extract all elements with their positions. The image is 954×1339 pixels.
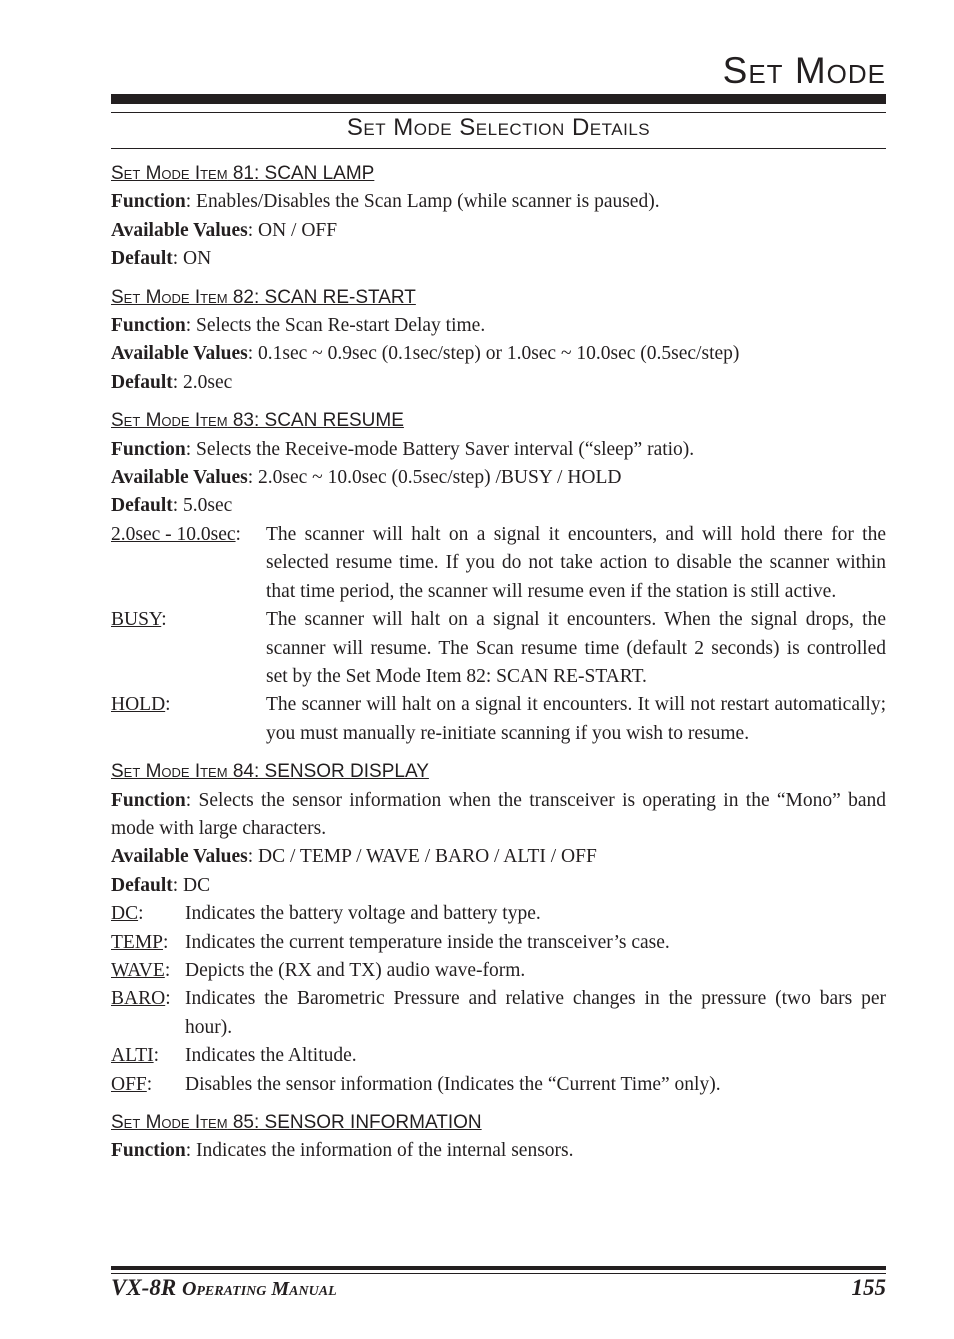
option-row bbox=[111, 1071, 886, 1099]
option-row bbox=[111, 521, 886, 606]
content bbox=[111, 154, 886, 1166]
item-heading: Set Mode Item 81: SCAN LAMP bbox=[111, 163, 375, 184]
option-list bbox=[111, 900, 886, 1099]
option-desc: Indicates the Barometric Pressure and relative changes in the pressure (two bars per hour). bbox=[185, 988, 886, 1038]
option-desc: Indicates the current temperature inside the transceiver’s case. bbox=[185, 931, 670, 953]
item-84 bbox=[111, 752, 886, 1099]
item-82 bbox=[111, 278, 886, 398]
footer-manual-title: VX-8R Operating Manual bbox=[111, 1275, 337, 1300]
item-heading: Set Mode Item 84: SENSOR DISPLAY bbox=[111, 761, 429, 783]
option-row bbox=[111, 985, 886, 1042]
option-term: OFF: bbox=[111, 1073, 153, 1095]
option-desc: Disables the sensor information (Indicates the “Current Time” only). bbox=[185, 1073, 721, 1095]
option-desc: Depicts the (RX and TX) audio wave-form. bbox=[185, 959, 526, 981]
item-85 bbox=[111, 1103, 886, 1166]
section-rule-top bbox=[111, 112, 886, 113]
option-desc: The scanner will halt on a signal it encounters, and will hold there for the selected resume time. If you do not take action to disable the scanner within that time period, the scanner will resume even if the station is still active. bbox=[266, 523, 886, 602]
option-term: DC: bbox=[111, 903, 144, 925]
option-list bbox=[111, 521, 886, 748]
option-term: BARO: bbox=[111, 988, 171, 1010]
option-row bbox=[111, 1042, 886, 1070]
option-desc: The scanner will halt on a signal it encounters. When the signal drops, the scanner will resume. The Scan resume time (default 2 seconds) is controlled set by the Set Mode Item 82: SCAN RE-START. bbox=[266, 609, 886, 687]
option-desc: The scanner will halt on a signal it encounters. It will not restart automatically; you must manually re-initiate scanning if you wish to resume. bbox=[266, 694, 886, 744]
page-header-title: Set Mode bbox=[722, 50, 886, 91]
option-desc: Indicates the Altitude. bbox=[185, 1045, 357, 1067]
function-line: Function: Selects the Scan Re-start Delay time. bbox=[111, 315, 486, 337]
item-heading: Set Mode Item 83: SCAN RESUME bbox=[111, 410, 404, 432]
item-83 bbox=[111, 401, 886, 748]
function-line: Function: Enables/Disables the Scan Lamp (while scanner is paused). bbox=[111, 191, 660, 213]
option-row bbox=[111, 957, 886, 985]
section-rule-bottom bbox=[111, 148, 886, 149]
values-line: Available Values: ON / OFF bbox=[111, 219, 338, 241]
option-row bbox=[111, 929, 886, 957]
values-line: Available Values: 0.1sec ~ 0.9sec (0.1sec/step) or 1.0sec ~ 10.0sec (0.5sec/step) bbox=[111, 343, 740, 365]
option-row bbox=[111, 691, 886, 748]
option-term: HOLD: bbox=[111, 694, 171, 716]
item-81 bbox=[111, 154, 886, 274]
option-term: WAVE: bbox=[111, 959, 171, 981]
page-number: 155 bbox=[851, 1275, 886, 1300]
option-row bbox=[111, 900, 886, 928]
footer-rule-thin bbox=[111, 1273, 886, 1274]
function-line: Function: Selects the Receive-mode Battery Saver interval (“sleep” ratio). bbox=[111, 438, 695, 460]
default-line: Default: ON bbox=[111, 248, 212, 270]
option-term: 2.0sec - 10.0sec: bbox=[111, 523, 241, 545]
option-term: ALTI: bbox=[111, 1045, 160, 1067]
option-term: BUSY: bbox=[111, 609, 167, 631]
values-line: Available Values: 2.0sec ~ 10.0sec (0.5sec/step) /BUSY / HOLD bbox=[111, 467, 622, 489]
item-heading: Set Mode Item 82: SCAN RE-START bbox=[111, 286, 416, 308]
default-line: Default: 2.0sec bbox=[111, 371, 233, 393]
footer-rule-thick bbox=[111, 1266, 886, 1270]
values-line: Available Values: DC / TEMP / WAVE / BARO / ALTI / OFF bbox=[111, 846, 597, 868]
default-line: Default: DC bbox=[111, 874, 211, 896]
section-title: Set Mode Selection Details bbox=[346, 114, 651, 141]
function-line: Function: Indicates the information of the internal sensors. bbox=[111, 1140, 574, 1162]
option-term: TEMP: bbox=[111, 931, 169, 953]
option-row bbox=[111, 606, 886, 691]
option-desc: Indicates the battery voltage and battery type. bbox=[185, 903, 541, 925]
header-rule-thick bbox=[111, 94, 886, 104]
item-heading: Set Mode Item 85: SENSOR INFORMATION bbox=[111, 1112, 482, 1133]
function-line: Function: Selects the sensor information when the transceiver is operating in the “Mono” band mode with large characters. bbox=[111, 789, 886, 839]
default-line: Default: 5.0sec bbox=[111, 495, 233, 517]
